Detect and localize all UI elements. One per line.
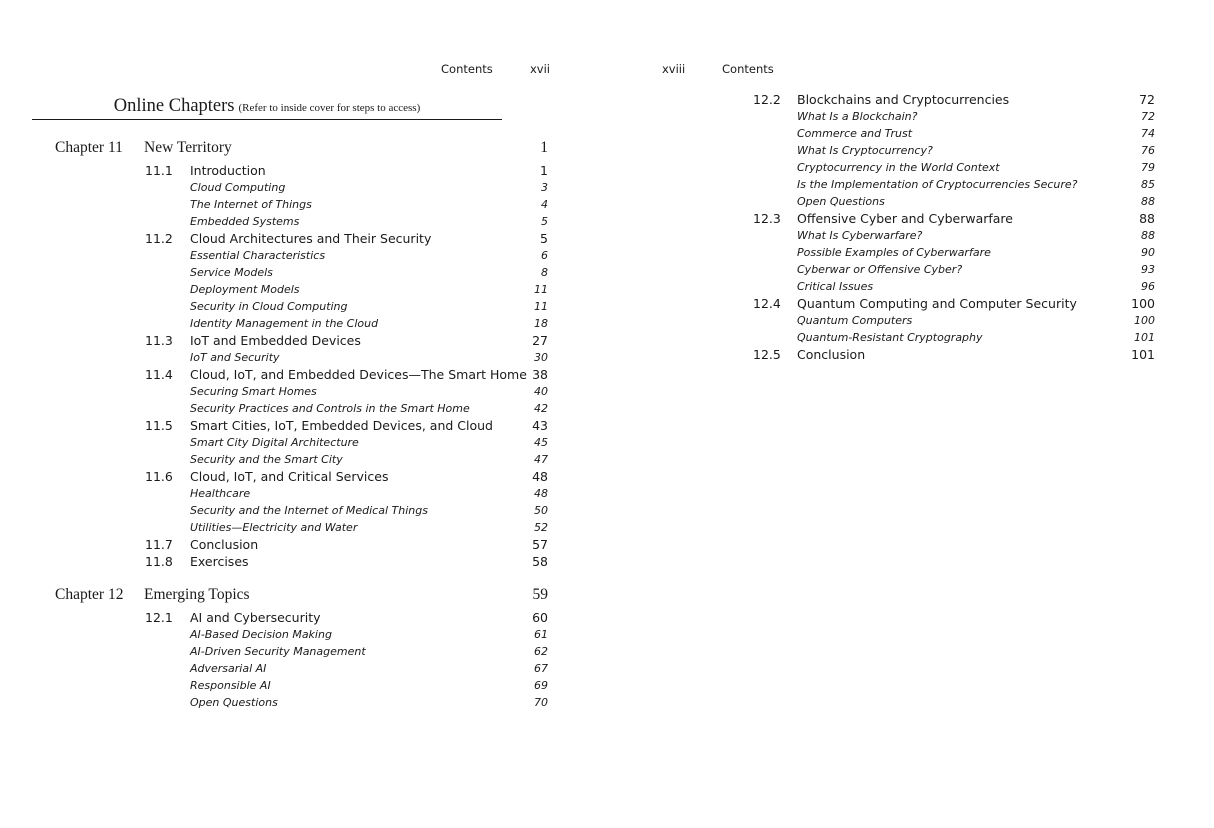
toc-subsection-entry[interactable] <box>0 626 607 643</box>
entry-page-number: 38 <box>532 367 548 382</box>
entry-title: Identity Management in the Cloud <box>190 317 379 330</box>
chapter-12-entries <box>0 609 607 711</box>
toc-subsection-entry[interactable] <box>0 451 607 468</box>
section-number: 11.7 <box>145 537 173 552</box>
entry-title: Cloud, IoT, and Critical Services <box>190 469 389 484</box>
entry-title: AI-Driven Security Management <box>190 645 366 658</box>
toc-subsection-entry[interactable] <box>0 179 607 196</box>
online-chapters-note: (Refer to inside cover for steps to access) <box>238 102 421 114</box>
toc-subsection-entry[interactable] <box>0 660 607 677</box>
running-head-title: Contents <box>722 62 774 76</box>
right-page <box>607 0 1214 828</box>
toc-section-entry[interactable] <box>0 230 607 247</box>
chapter-12-continued-entries <box>607 91 1214 363</box>
entry-title: Open Questions <box>797 195 885 208</box>
entry-page-number: 6 <box>541 249 548 262</box>
entry-page-number: 90 <box>1141 246 1155 259</box>
entry-page-number: 5 <box>540 231 548 246</box>
entry-title: Blockchains and Cryptocurrencies <box>797 92 1010 107</box>
toc-section-entry[interactable] <box>0 468 607 485</box>
entry-page-number: 60 <box>532 610 548 625</box>
entry-title: Cyberwar or Offensive Cyber? <box>797 263 963 276</box>
toc-subsection-entry[interactable] <box>0 643 607 660</box>
entry-page-number: 50 <box>534 504 548 517</box>
entry-title: Possible Examples of Cyberwarfare <box>797 246 991 259</box>
entry-page-number: 30 <box>534 351 548 364</box>
entry-title: Smart City Digital Architecture <box>190 436 359 449</box>
entry-page-number: 69 <box>534 679 548 692</box>
entry-title: Open Questions <box>190 696 278 709</box>
entry-page-number: 61 <box>534 628 548 641</box>
entry-page-number: 57 <box>532 537 548 552</box>
toc-subsection-entry[interactable] <box>0 383 607 400</box>
entry-title: Healthcare <box>190 487 251 500</box>
chapter-title: Emerging Topics <box>144 586 250 603</box>
toc-section-entry[interactable] <box>0 366 607 383</box>
entry-title: Security and the Smart City <box>190 453 343 466</box>
chapter-11-entries <box>0 162 607 570</box>
entry-page-number: 47 <box>534 453 548 466</box>
entry-title: Security in Cloud Computing <box>190 300 348 313</box>
toc-section-entry[interactable] <box>607 91 1214 108</box>
section-number: 12.2 <box>753 92 781 107</box>
toc-subsection-entry[interactable] <box>0 196 607 213</box>
section-number: 11.4 <box>145 367 173 382</box>
toc-subsection-entry[interactable] <box>0 349 607 366</box>
toc-subsection-entry[interactable] <box>607 193 1214 210</box>
toc-section-entry[interactable] <box>0 162 607 179</box>
toc-subsection-entry[interactable] <box>607 227 1214 244</box>
entry-page-number: 79 <box>1141 161 1155 174</box>
chapter-label: Chapter 11 <box>55 139 123 156</box>
section-number: 11.5 <box>145 418 173 433</box>
entry-page-number: 58 <box>532 554 548 569</box>
entry-title: AI-Based Decision Making <box>190 628 332 641</box>
entry-title: What Is Cryptocurrency? <box>797 144 933 157</box>
toc-subsection-entry[interactable] <box>0 519 607 536</box>
entry-title: Cryptocurrency in the World Context <box>797 161 1000 174</box>
entry-page-number: 67 <box>534 662 548 675</box>
toc-section-entry[interactable] <box>607 346 1214 363</box>
entry-page-number: 85 <box>1141 178 1155 191</box>
toc-section-entry[interactable] <box>607 295 1214 312</box>
entry-title: Adversarial AI <box>190 662 267 675</box>
entry-title: IoT and Embedded Devices <box>190 333 361 348</box>
entry-page-number: 3 <box>541 181 548 194</box>
chapter-label: Chapter 12 <box>55 586 124 603</box>
toc-subsection-entry[interactable] <box>0 434 607 451</box>
toc-subsection-entry[interactable] <box>0 400 607 417</box>
entry-page-number: 42 <box>534 402 548 415</box>
entry-title: What Is Cyberwarfare? <box>797 229 923 242</box>
toc-subsection-entry[interactable] <box>0 315 607 332</box>
entry-page-number: 88 <box>1141 229 1155 242</box>
entry-page-number: 18 <box>534 317 548 330</box>
entry-title: Quantum-Resistant Cryptography <box>797 331 983 344</box>
entry-page-number: 70 <box>534 696 548 709</box>
online-chapters-title: Online Chapters <box>113 96 235 116</box>
toc-section-entry[interactable] <box>607 210 1214 227</box>
section-number: 12.5 <box>753 347 781 362</box>
entry-page-number: 76 <box>1141 144 1155 157</box>
entry-page-number: 96 <box>1141 280 1155 293</box>
entry-page-number: 72 <box>1141 110 1155 123</box>
toc-subsection-entry[interactable] <box>607 312 1214 329</box>
toc-section-entry[interactable] <box>0 553 607 570</box>
toc-subsection-entry[interactable] <box>607 244 1214 261</box>
entry-page-number: 88 <box>1141 195 1155 208</box>
entry-page-number: 52 <box>534 521 548 534</box>
entry-page-number: 11 <box>534 283 548 296</box>
entry-title: Conclusion <box>190 537 259 552</box>
entry-title: Deployment Models <box>190 283 300 296</box>
entry-page-number: 48 <box>532 469 548 484</box>
toc-subsection-entry[interactable] <box>607 159 1214 176</box>
entry-title: Smart Cities, IoT, Embedded Devices, and Cloud <box>190 418 493 433</box>
entry-page-number: 27 <box>532 333 548 348</box>
toc-subsection-entry[interactable] <box>0 502 607 519</box>
entry-title: Conclusion <box>797 347 866 362</box>
section-number: 12.1 <box>145 610 173 625</box>
toc-subsection-entry[interactable] <box>0 264 607 281</box>
entry-page-number: 45 <box>534 436 548 449</box>
entry-title: Quantum Computing and Computer Security <box>797 296 1077 311</box>
entry-title: Cloud Computing <box>190 181 286 194</box>
toc-subsection-entry[interactable] <box>0 247 607 264</box>
toc-subsection-entry[interactable] <box>0 213 607 230</box>
entry-title: Utilities—Electricity and Water <box>190 521 358 534</box>
entry-page-number: 1 <box>540 163 548 178</box>
entry-page-number: 101 <box>1134 331 1155 344</box>
entry-title: Commerce and Trust <box>797 127 913 140</box>
chapter-page: 1 <box>540 139 548 156</box>
entry-title: Cloud, IoT, and Embedded Devices—The Smart Home <box>190 367 527 382</box>
toc-section-entry[interactable] <box>0 536 607 553</box>
entry-page-number: 43 <box>532 418 548 433</box>
entry-page-number: 8 <box>541 266 548 279</box>
toc-subsection-entry[interactable] <box>0 677 607 694</box>
entry-title: Embedded Systems <box>190 215 300 228</box>
toc-subsection-entry[interactable] <box>607 108 1214 125</box>
entry-page-number: 101 <box>1131 347 1155 362</box>
entry-title: Exercises <box>190 554 249 569</box>
page-number: xviii <box>662 62 686 76</box>
entry-title: What Is a Blockchain? <box>797 110 918 123</box>
entry-title: Responsible AI <box>190 679 271 692</box>
entry-title: Service Models <box>190 266 273 279</box>
section-number: 11.6 <box>145 469 173 484</box>
entry-page-number: 5 <box>541 215 548 228</box>
toc-subsection-entry[interactable] <box>607 329 1214 346</box>
entry-page-number: 40 <box>534 385 548 398</box>
section-number: 11.2 <box>145 231 173 246</box>
chapter-title: New Territory <box>144 139 232 156</box>
entry-title: IoT and Security <box>190 351 280 364</box>
entry-title: Critical Issues <box>797 280 874 293</box>
entry-title: AI and Cybersecurity <box>190 610 321 625</box>
entry-title: Security Practices and Controls in the Smart Home <box>190 402 470 415</box>
section-number: 11.3 <box>145 333 173 348</box>
entry-title: Introduction <box>190 163 266 178</box>
entry-page-number: 100 <box>1134 314 1155 327</box>
entry-title: Is the Implementation of Cryptocurrencies Secure? <box>797 178 1078 191</box>
entry-page-number: 4 <box>541 198 548 211</box>
entry-page-number: 88 <box>1139 211 1155 226</box>
toc-subsection-entry[interactable] <box>607 278 1214 295</box>
entry-page-number: 100 <box>1131 296 1155 311</box>
toc-section-entry[interactable] <box>0 417 607 434</box>
toc-subsection-entry[interactable] <box>0 485 607 502</box>
section-number: 11.1 <box>145 163 173 178</box>
entry-page-number: 93 <box>1141 263 1155 276</box>
section-number: 12.4 <box>753 296 781 311</box>
entry-title: The Internet of Things <box>190 198 312 211</box>
entry-title: Securing Smart Homes <box>190 385 317 398</box>
online-chapters-heading <box>32 96 502 120</box>
toc-section-entry[interactable] <box>0 609 607 626</box>
toc-subsection-entry[interactable] <box>607 261 1214 278</box>
entry-page-number: 62 <box>534 645 548 658</box>
entry-page-number: 11 <box>534 300 548 313</box>
entry-title: Cloud Architectures and Their Security <box>190 231 432 246</box>
entry-page-number: 48 <box>534 487 548 500</box>
entry-page-number: 74 <box>1141 127 1155 140</box>
toc-subsection-entry[interactable] <box>0 694 607 711</box>
toc-subsection-entry[interactable] <box>0 298 607 315</box>
entry-title: Essential Characteristics <box>190 249 326 262</box>
toc-section-entry[interactable] <box>0 332 607 349</box>
toc-subsection-entry[interactable] <box>0 281 607 298</box>
entry-title: Quantum Computers <box>797 314 913 327</box>
page-number: xvii <box>530 62 551 76</box>
entry-page-number: 72 <box>1139 92 1155 107</box>
section-number: 12.3 <box>753 211 781 226</box>
section-number: 11.8 <box>145 554 173 569</box>
toc-subsection-entry[interactable] <box>607 142 1214 159</box>
running-head-title: Contents <box>441 62 493 76</box>
entry-title: Security and the Internet of Medical Things <box>190 504 428 517</box>
chapter-page: 59 <box>532 586 548 603</box>
entry-title: Offensive Cyber and Cyberwarfare <box>797 211 1013 226</box>
toc-subsection-entry[interactable] <box>607 176 1214 193</box>
toc-subsection-entry[interactable] <box>607 125 1214 142</box>
